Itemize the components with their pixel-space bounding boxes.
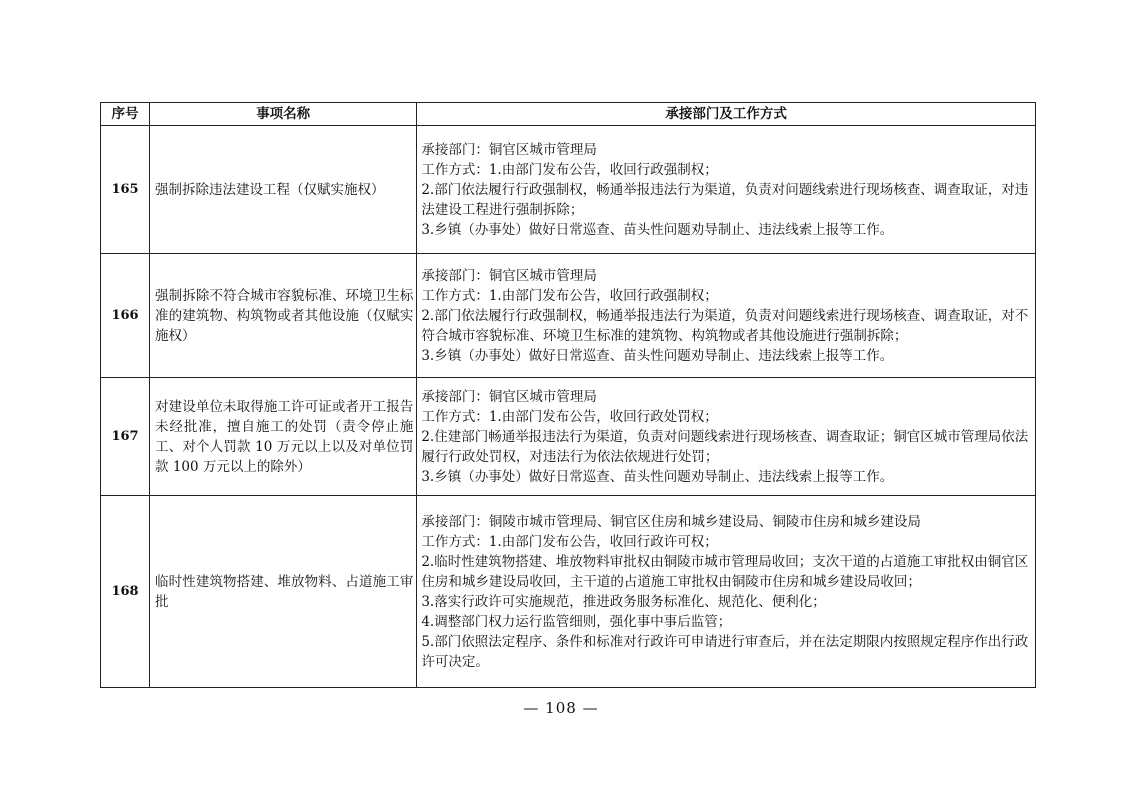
- dept-line: 工作方式：1.由部门发布公告，收回行政处罚权；: [421, 408, 718, 425]
- dept-line: 3.乡镇（办事处）做好日常巡查、苗头性问题劝导制止、违法线索上报等工作。: [421, 468, 894, 485]
- department-method: [417, 378, 1036, 496]
- dept-line: 承接部门：铜官区城市管理局: [421, 141, 597, 158]
- dept-line: 工作方式：1.由部门发布公告，收回行政强制权；: [421, 287, 718, 304]
- dept-line: 承接部门：铜官区城市管理局: [421, 267, 597, 284]
- header-serial-number: 序号: [101, 103, 150, 126]
- serial-number: 166: [101, 254, 150, 378]
- dept-line: 2.住建部门畅通举报违法行为渠道，负责对问题线索进行现场核查、调查取证；铜官区城市管理局依法履行行政处罚权，对违法行为依法依规进行处罚；: [421, 428, 1029, 465]
- dept-line: 工作方式：1.由部门发布公告，收回行政许可权；: [421, 533, 718, 550]
- table-row: [101, 378, 1036, 496]
- item-name: 对建设单位未取得施工许可证或者开工报告未经批准，擅自施工的处罚（责令停止施工、对个人罚款 10 万元以上以及对单位罚款 100 万元以上的除外）: [150, 378, 417, 496]
- dept-line: 承接部门：铜官区城市管理局: [421, 388, 597, 405]
- dept-line: 工作方式：1.由部门发布公告，收回行政强制权；: [421, 161, 718, 178]
- serial-number: 168: [101, 496, 150, 688]
- dept-line: 3.落实行政许可实施规范，推进政务服务标准化、规范化、便利化；: [421, 593, 826, 610]
- serial-number: 165: [101, 126, 150, 254]
- item-name: 临时性建筑物搭建、堆放物料、占道施工审批: [150, 496, 417, 688]
- page-number: — 108 —: [523, 699, 599, 717]
- table-row: [101, 126, 1036, 254]
- header-department-method: 承接部门及工作方式: [417, 103, 1036, 126]
- dept-line: 3.乡镇（办事处）做好日常巡查、苗头性问题劝导制止、违法线索上报等工作。: [421, 221, 894, 238]
- table-row: [101, 496, 1036, 688]
- dept-line: 5.部门依照法定程序、条件和标准对行政许可申请进行审查后，并在法定期限内按照规定程序作出行政许可决定。: [421, 633, 1029, 670]
- dept-line: 承接部门：铜陵市城市管理局、铜官区住房和城乡建设局、铜陵市住房和城乡建设局: [421, 513, 921, 530]
- serial-number: 167: [101, 378, 150, 496]
- department-method: [417, 126, 1036, 254]
- department-method: [417, 254, 1036, 378]
- item-name: 强制拆除不符合城市容貌标准、环境卫生标准的建筑物、构筑物或者其他设施（仅赋实施权）: [150, 254, 417, 378]
- dept-line: 2.临时性建筑物搭建、堆放物料审批权由铜陵市城市管理局收回；支次干道的占道施工审批权由铜官区住房和城乡建设局收回，主干道的占道施工审批权由铜陵市住房和城乡建设局收回；: [421, 553, 1029, 590]
- item-name: 强制拆除违法建设工程（仅赋实施权）: [150, 126, 417, 254]
- department-method: [417, 496, 1036, 688]
- table-row: [101, 254, 1036, 378]
- dept-line: 3.乡镇（办事处）做好日常巡查、苗头性问题劝导制止、违法线索上报等工作。: [421, 347, 894, 364]
- table-header-row: [101, 103, 1036, 126]
- header-item-name: 事项名称: [150, 103, 417, 126]
- dept-line: 4.调整部门权力运行监管细则，强化事中事后监管；: [421, 613, 732, 630]
- dept-line: 2.部门依法履行行政强制权，畅通举报违法行为渠道，负责对问题线索进行现场核查、调查取证，对违法建设工程进行强制拆除；: [421, 181, 1029, 218]
- items-table: [100, 102, 1036, 688]
- dept-line: 2.部门依法履行行政强制权，畅通举报违法行为渠道，负责对问题线索进行现场核查、调查取证，对不符合城市容貌标准、环境卫生标准的建筑物、构筑物或者其他设施进行强制拆除；: [421, 307, 1029, 344]
